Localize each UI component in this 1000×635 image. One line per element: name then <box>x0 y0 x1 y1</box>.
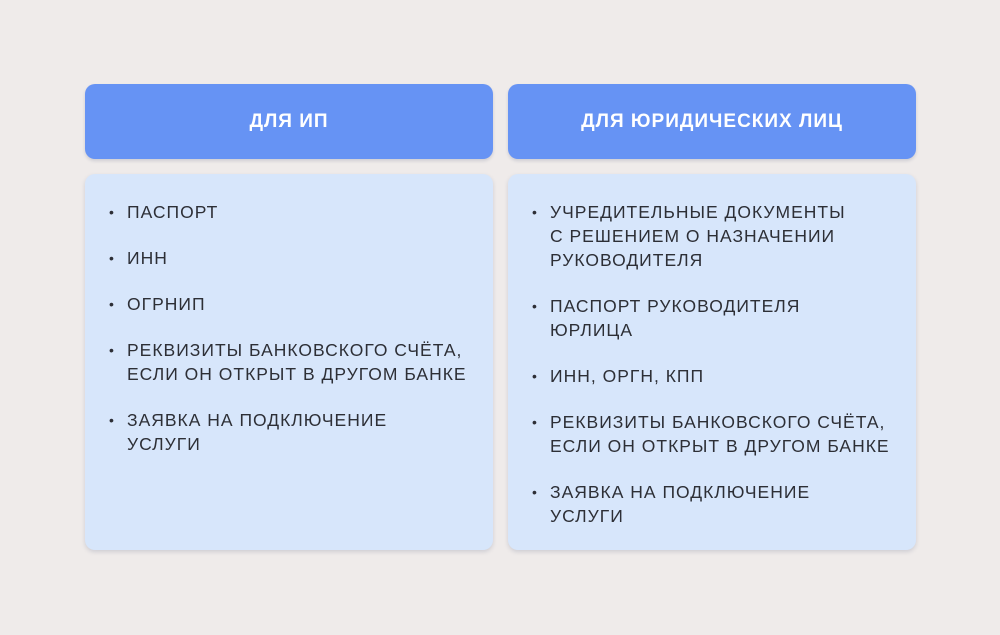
bullet-icon: • <box>109 204 115 220</box>
list-item <box>528 294 902 342</box>
list-item-text: ЗАЯВКА НА ПОДКЛЮЧЕНИЕ УСЛУГИ <box>127 410 388 454</box>
list-item <box>528 480 902 528</box>
bullet-icon: • <box>532 484 538 500</box>
column-legal-entities <box>508 84 916 526</box>
list-item-text: ПАСПОРТ РУКОВОДИТЕЛЯ ЮРЛИЦА <box>550 296 801 340</box>
header-title: ДЛЯ ЮРИДИЧЕСКИХ ЛИЦ <box>581 110 843 132</box>
list-item-text: РЕКВИЗИТЫ БАНКОВСКОГО СЧЁТА, ЕСЛИ ОН ОТКРЫТ В ДРУГОМ БАНКЕ <box>550 412 890 456</box>
documents-list <box>105 200 479 456</box>
bullet-icon: • <box>109 296 115 312</box>
list-item <box>528 410 902 458</box>
header-legal-entities <box>508 84 916 159</box>
list-item-text: РЕКВИЗИТЫ БАНКОВСКОГО СЧЁТА, ЕСЛИ ОН ОТКРЫТ В ДРУГОМ БАНКЕ <box>127 340 467 384</box>
list-item <box>105 200 479 224</box>
list-item <box>528 200 902 272</box>
list-item <box>105 338 479 386</box>
list-item-text: ЗАЯВКА НА ПОДКЛЮЧЕНИЕ УСЛУГИ <box>550 482 811 526</box>
documents-card-legal-entities <box>508 174 916 550</box>
list-item-text: ПАСПОРТ <box>127 202 219 222</box>
list-item-text: ОГРНИП <box>127 294 206 314</box>
list-item <box>528 364 902 388</box>
documents-card-individual-entrepreneur <box>85 174 493 550</box>
documents-list <box>528 200 902 528</box>
column-individual-entrepreneur <box>85 84 493 454</box>
bullet-icon: • <box>532 414 538 430</box>
bullet-icon: • <box>109 250 115 266</box>
bullet-icon: • <box>532 298 538 314</box>
list-item-text: ИНН, ОРГН, КПП <box>550 366 705 386</box>
list-item-text: УЧРЕДИТЕЛЬНЫЕ ДОКУМЕНТЫ С РЕШЕНИЕМ О НАЗНАЧЕНИИ РУКОВОДИТЕЛЯ <box>550 202 846 270</box>
header-individual-entrepreneur <box>85 84 493 159</box>
list-item <box>105 408 479 456</box>
bullet-icon: • <box>532 204 538 220</box>
header-title: ДЛЯ ИП <box>249 110 329 132</box>
bullet-icon: • <box>532 368 538 384</box>
list-item <box>105 246 479 270</box>
bullet-icon: • <box>109 342 115 358</box>
list-item-text: ИНН <box>127 248 168 268</box>
list-item <box>105 292 479 316</box>
bullet-icon: • <box>109 412 115 428</box>
